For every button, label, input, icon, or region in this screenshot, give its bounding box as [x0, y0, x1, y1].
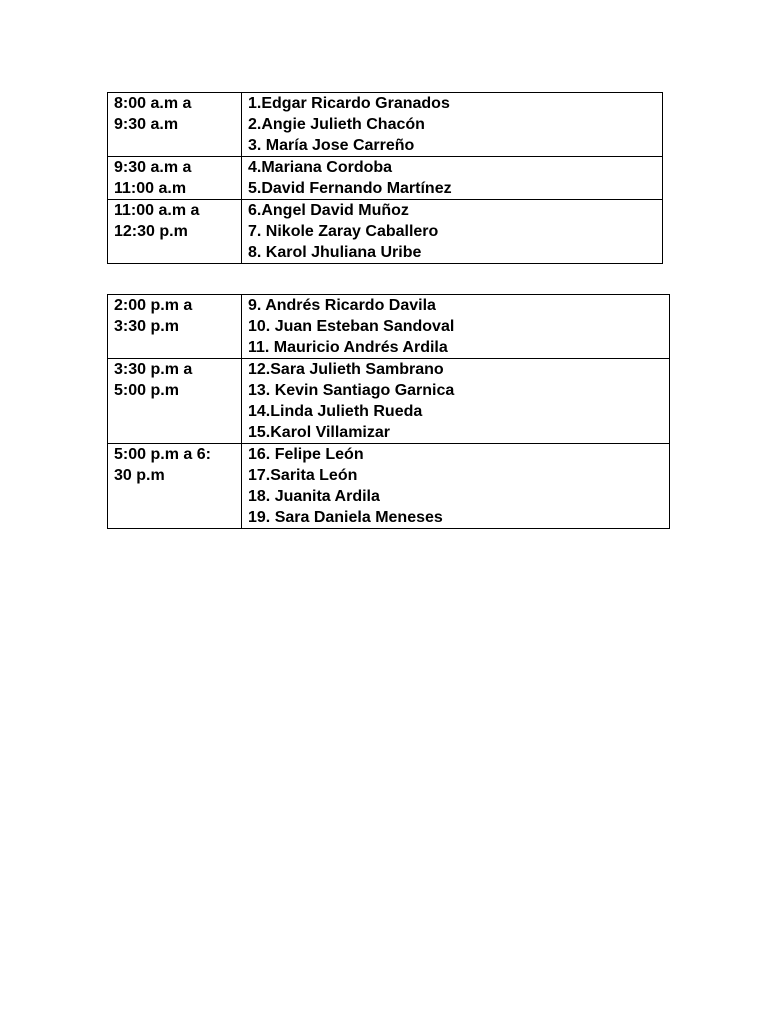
student-name: 9. Andrés Ricardo Davila [248, 297, 436, 314]
time-line: 3:30 p.m a [114, 361, 193, 378]
names-cell [242, 93, 663, 157]
time-cell [108, 200, 242, 264]
names-cell [242, 295, 670, 359]
table-row [108, 295, 670, 359]
table-row [108, 157, 663, 200]
student-name: 8. Karol Jhuliana Uribe [248, 244, 422, 261]
student-name: 3. María Jose Carreño [248, 137, 415, 154]
student-name: 2.Angie Julieth Chacón [248, 116, 425, 133]
time-line: 8:00 a.m a [114, 95, 192, 112]
time-cell [108, 359, 242, 444]
time-line: 9:30 a.m a [114, 159, 192, 176]
student-name: 6.Angel David Muñoz [248, 202, 409, 219]
afternoon-schedule-table [107, 294, 670, 529]
table-row [108, 444, 670, 529]
time-line: 2:00 p.m a [114, 297, 193, 314]
names-cell [242, 444, 670, 529]
table-row [108, 200, 663, 264]
time-cell [108, 295, 242, 359]
time-line: 12:30 p.m [114, 223, 188, 240]
time-cell [108, 93, 242, 157]
time-line: 9:30 a.m [114, 116, 179, 133]
time-line: 5:00 p.m a 6: [114, 446, 211, 463]
table-row [108, 93, 663, 157]
names-cell [242, 157, 663, 200]
student-name: 7. Nikole Zaray Caballero [248, 223, 439, 240]
student-name: 16. Felipe León [248, 446, 364, 463]
time-line: 11:00 a.m a [114, 202, 200, 219]
student-name: 10. Juan Esteban Sandoval [248, 318, 455, 335]
time-line: 5:00 p.m [114, 382, 179, 399]
student-name: 15.Karol Villamizar [248, 424, 390, 441]
student-name: 18. Juanita Ardila [248, 488, 380, 505]
time-line: 3:30 p.m [114, 318, 179, 335]
student-name: 19. Sara Daniela Meneses [248, 509, 443, 526]
time-cell [108, 444, 242, 529]
names-cell [242, 359, 670, 444]
time-cell [108, 157, 242, 200]
student-name: 13. Kevin Santiago Garnica [248, 382, 455, 399]
table-row [108, 359, 670, 444]
time-line: 11:00 a.m [114, 180, 187, 197]
time-line: 30 p.m [114, 467, 165, 484]
student-name: 14.Linda Julieth Rueda [248, 403, 423, 420]
student-name: 4.Mariana Cordoba [248, 159, 393, 176]
student-name: 11. Mauricio Andrés Ardila [248, 339, 448, 356]
names-cell [242, 200, 663, 264]
student-name: 12.Sara Julieth Sambrano [248, 361, 444, 378]
student-name: 5.David Fernando Martínez [248, 180, 452, 197]
morning-schedule-table [107, 92, 663, 264]
student-name: 17.Sarita León [248, 467, 358, 484]
student-name: 1.Edgar Ricardo Granados [248, 95, 450, 112]
